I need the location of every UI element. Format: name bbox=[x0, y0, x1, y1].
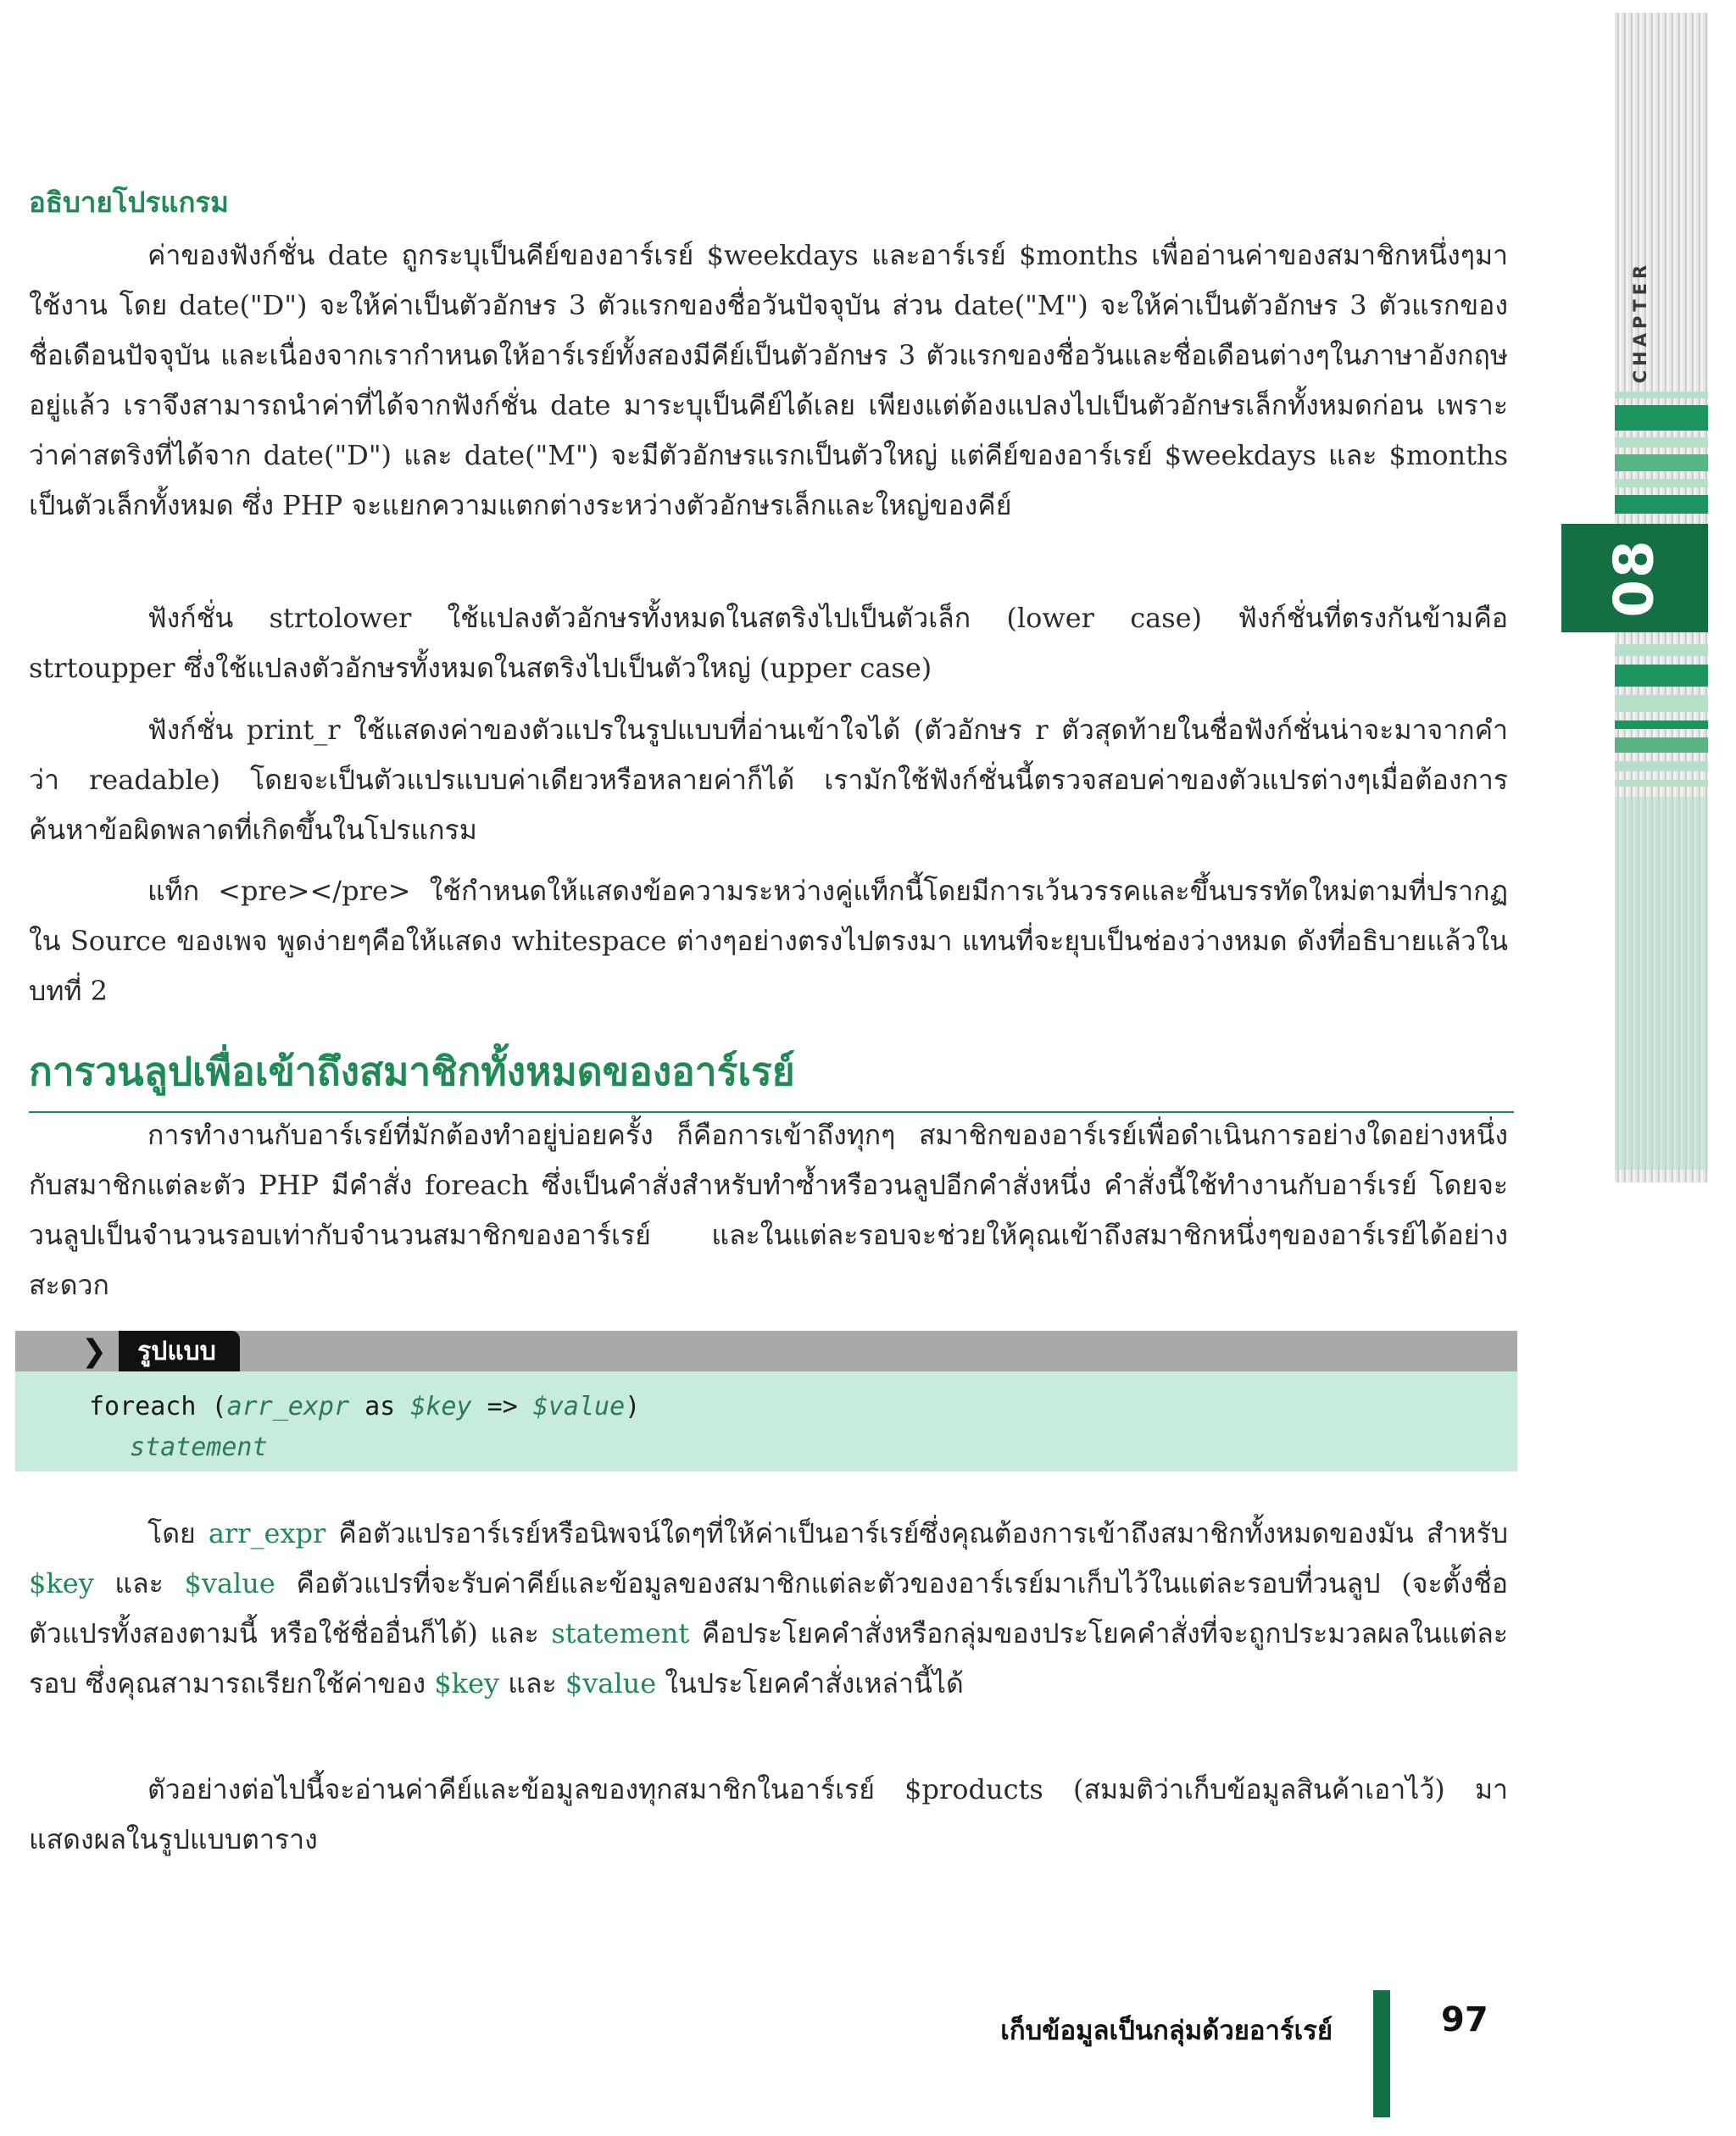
chapter-number: 08 bbox=[1603, 538, 1666, 618]
page-number: 97 bbox=[1441, 2000, 1488, 2039]
section-title: การวนลูปเพื่อเข้าถึงสมาชิกทั้งหมดของอาร์เรย์ bbox=[29, 1041, 1514, 1113]
paragraph: โดย arr_expr คือตัวแปรอาร์เรย์หรือนิพจน์ใดๆที่ให้ค่าเป็นอาร์เรย์ซึ่งคุณต้องการเข้าถึงสมาชิกทั้งหมดของมัน สำหรับ $key และ $value คือตัวแปรที่จะรับค่าคีย์และข้อมูลของสมาชิกแต่ละตัวของอาร์เรย์มาเก็บไว้ในแต่ละรอบที่วนลูป (จะตั้งชื่อตัวแปรทั้งสองตามนี้ หรือใช้ชื่ออื่นก็ได้) และ statement คือประโยคคำสั่งหรือกลุ่มของประโยคคำสั่งที่จะถูกประมวลผลในแต่ละรอบ ซึ่งคุณสามารถเรียกใช้ค่าของ $key และ $value ในประโยคคำสั่งเหล่านี้ได้ bbox=[29, 1517, 1509, 1699]
tab-stripe bbox=[1615, 495, 1708, 514]
syntax-tag bbox=[81, 1331, 240, 1371]
paragraph: ค่าของฟังก์ชั่น date ถูกระบุเป็นคีย์ของอาร์เรย์ $weekdays และอาร์เรย์ $months เพื่ออ่านค่าของสมาชิกหนึ่งๆมาใช้งาน โดย date("D") จะให้ค่าเป็นตัวอักษร 3 ตัวแรกของชื่อวันปัจจุบัน ส่วน date("M") จะให้ค่าเป็นตัวอักษร 3 ตัวแรกของชื่อเดือนปัจจุบัน และเนื่องจากเรากำหนดให้อาร์เรย์ทั้งสองมีคีย์เป็นตัวอักษร 3 ตัวแรกของชื่อวันและชื่อเดือนต่างๆในภาษาอังกฤษอยู่แล้ว เราจึงสามารถนำค่าที่ได้จากฟังก์ชั่น date มาระบุเป็นคีย์ได้เลย เพียงแต่ต้องแปลงไปเป็นตัวอักษรเล็กทั้งหมดก่อน เพราะว่าค่าสตริงที่ได้จาก date("D") และ date("M") จะมีตัวอักษรแรกเป็นตัวใหญ่ แต่คีย์ของอาร์เรย์ $weekdays และ $months เป็นตัวเล็กทั้งหมด ซึ่ง PHP จะแยกความแตกต่างระหว่างตัวอักษรเล็กและใหญ่ของคีย์ bbox=[29, 239, 1509, 521]
tab-stripe bbox=[1615, 780, 1708, 787]
code-line: foreach (arr_expr as $key => $value) bbox=[89, 1392, 641, 1421]
tab-stripe bbox=[1615, 737, 1708, 753]
tab-stripe bbox=[1615, 405, 1708, 431]
paragraph: ตัวอย่างต่อไปนี้จะอ่านค่าคีย์และข้อมูลของทุกสมาชิกในอาร์เรย์ $products (สมมติว่าเก็บข้อมูลสินค้าเอาไว้) มาแสดงผลในรูปแบบตาราง bbox=[29, 1773, 1508, 1855]
paragraph: การทำงานกับอาร์เรย์ที่มักต้องทำอยู่บ่อยครั้ง ก็คือการเข้าถึงทุกๆ สมาชิกของอาร์เรย์เพื่อดำเนินการอย่างใดอย่างหนึ่งกับสมาชิกแต่ละตัว PHP มีคำสั่ง foreach ซึ่งเป็นคำสั่งสำหรับทำซ้ำหรือวนลูปอีกคำสั่งหนึ่ง คำสั่งนี้ใช้ทำงานกับอาร์เรย์ โดยจะวนลูปเป็นจำนวนรอบเท่ากับจำนวนสมาชิกของอาร์เรย์ และในแต่ละรอบจะช่วยให้คุณเข้าถึงสมาชิกหนึ่งๆของอาร์เรย์ได้อย่างสะดวก bbox=[29, 1119, 1508, 1301]
chevron-right-icon: ❯ bbox=[81, 1333, 108, 1369]
tab-stripe bbox=[1615, 720, 1708, 729]
paragraph: ฟังก์ชั่น strtolower ใช้แปลงตัวอักษรทั้งหมดในสตริงไปเป็นตัวเล็ก (lower case) ฟังก์ชั่นที่ตรงกันข้ามคือ strtoupper ซึ่งใช้แปลงตัวอักษรทั้งหมดในสตริงไปเป็นตัวใหญ่ (upper case) bbox=[29, 602, 1508, 684]
tab-stripe bbox=[1615, 797, 1708, 1170]
tab-stripe bbox=[1615, 437, 1708, 448]
paragraph: ฟังก์ชั่น print_r ใช้แสดงค่าของตัวแปรในรูปแบบที่อ่านเข้าใจได้ (ตัวอักษร r ตัวสุดท้ายในชื่อฟังก์ชั่นน่าจะมาจากคำว่า readable) โดยจะเป็นตัวแปรแบบค่าเดียวหรือหลายค่าก็ได้ เรามักใช้ฟังก์ชั่นนี้ตรวจสอบค่าของตัวแปรต่างๆเมื่อต้องการค้นหาข้อผิดพลาดที่เกิดขึ้นในโปรแกรม bbox=[29, 714, 1508, 846]
paragraph: แท็ก <pre></pre> ใช้กำหนดให้แสดงข้อความระหว่างคู่แท็กนี้โดยมีการเว้นวรรคและขึ้นบรรทัดใหม่ตามที่ปรากฏใน Source ของเพจ พูดง่ายๆคือให้แสดง whitespace ต่างๆอย่างตรงไปตรงมา แทนที่จะยุบเป็นช่องว่างหมด ดังที่อธิบายแล้วในบทที่ 2 bbox=[29, 875, 1508, 1007]
tab-stripe bbox=[1615, 665, 1708, 687]
code-line: statement bbox=[130, 1432, 268, 1462]
tab-stripe bbox=[1615, 479, 1708, 487]
syntax-label: รูปแบบ bbox=[119, 1331, 240, 1371]
chapter-label: CHAPTER bbox=[1630, 260, 1651, 384]
footer-divider bbox=[1373, 1990, 1390, 2117]
tab-stripe bbox=[1615, 392, 1708, 398]
syntax-header-bar bbox=[15, 1331, 1517, 1371]
subsection-heading: อธิบายโปรแกรม bbox=[29, 186, 229, 219]
tab-stripe bbox=[1615, 644, 1708, 656]
tab-stripe bbox=[1615, 695, 1708, 712]
tab-stripe bbox=[1615, 761, 1708, 771]
chapter-number-box bbox=[1561, 524, 1708, 632]
tab-stripe bbox=[1615, 454, 1708, 471]
footer-chapter-title: เก็บข้อมูลเป็นกลุ่มด้วยอาร์เรย์ bbox=[1000, 2016, 1333, 2046]
